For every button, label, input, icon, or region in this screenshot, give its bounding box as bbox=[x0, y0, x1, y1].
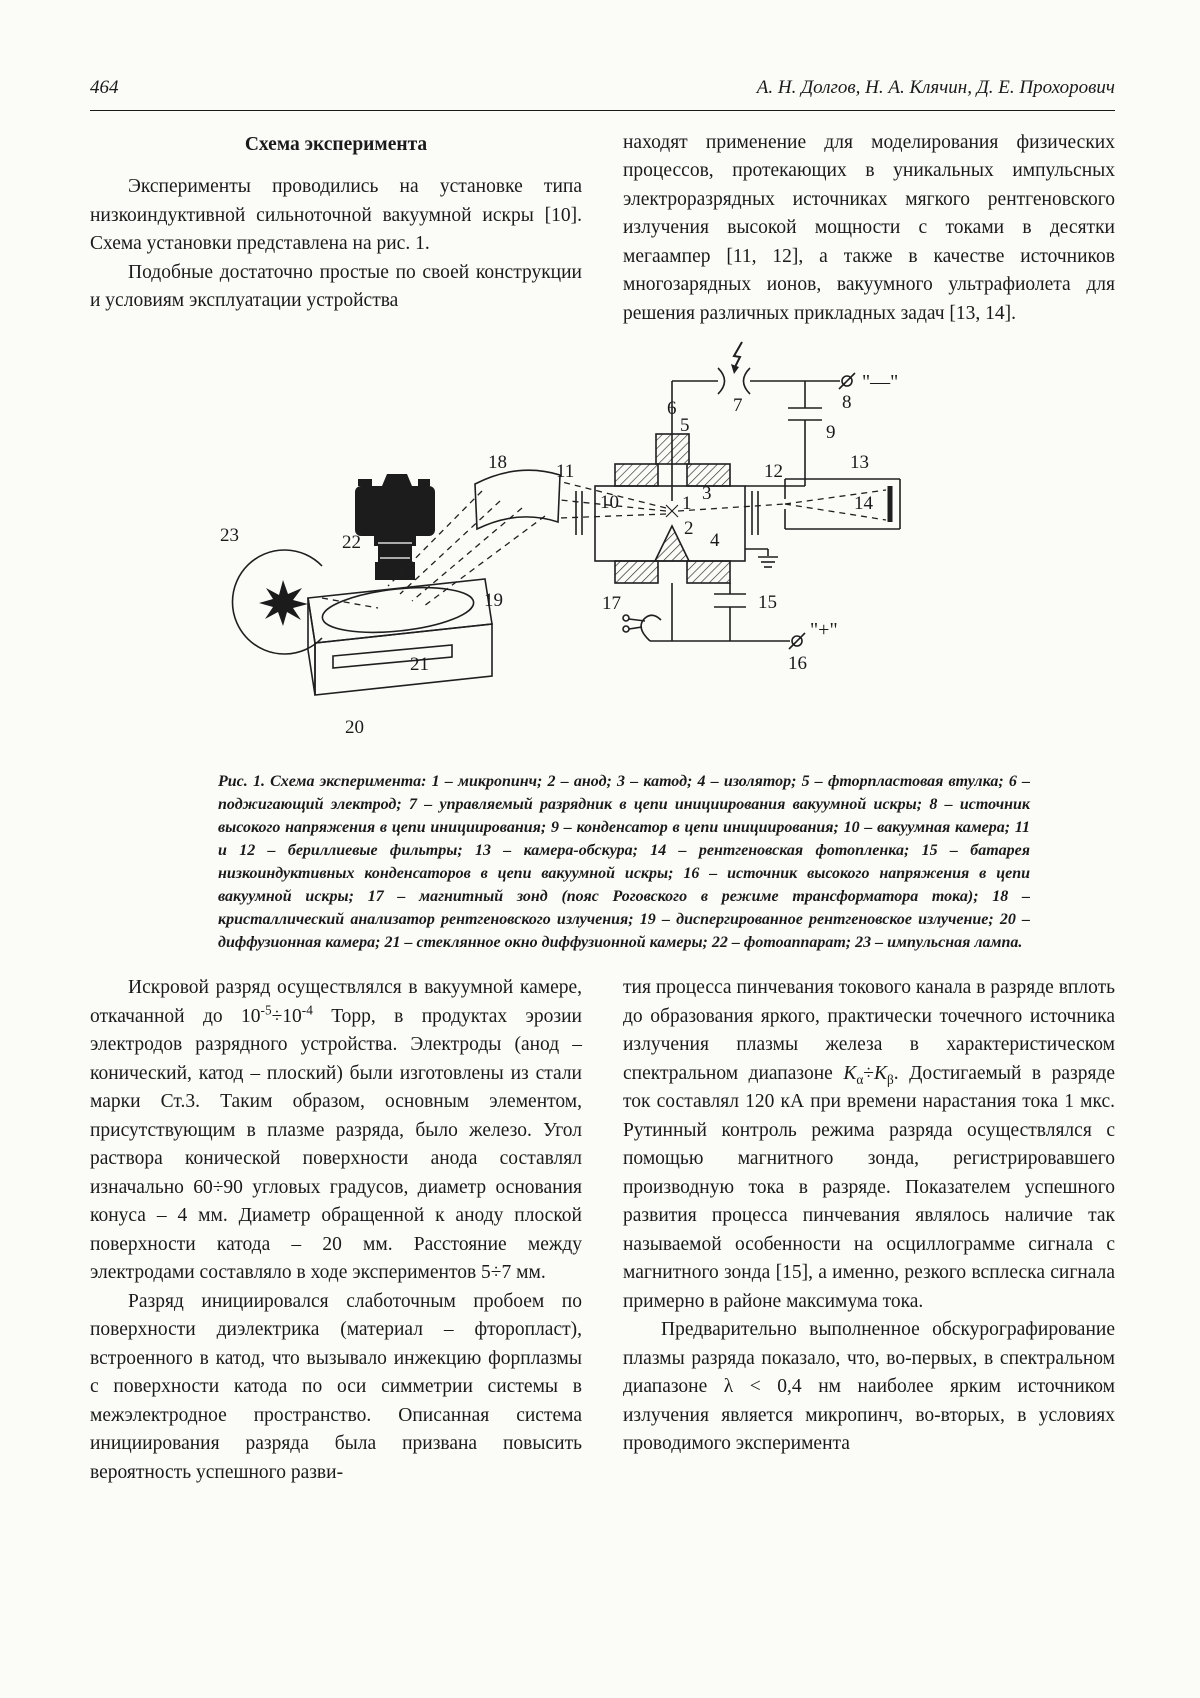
figure-1-schematic bbox=[90, 336, 1115, 758]
top-flange-left bbox=[615, 464, 658, 486]
paragraph: Предварительно выполненное обскурографирование плазмы разряда показало, что, во-первых, в спектральном диапазоне λ < 0,4 нм наиболее ярким источником излучения является микропинч, во-вторых, в условиях проводимого эксперимента bbox=[623, 1319, 1115, 1454]
bottom-text-block bbox=[90, 974, 1115, 1487]
beryllium-filter-left bbox=[576, 491, 582, 535]
figure-label-9: 9 bbox=[826, 422, 836, 443]
left-column-top bbox=[90, 129, 582, 329]
paragraph: Подобные достаточно простые по своей конструкции и условиям эксплуатации устройства bbox=[90, 261, 582, 311]
bottom-flange-left bbox=[615, 561, 658, 583]
experiment-schematic-drawing bbox=[90, 336, 1115, 758]
figure-label-2: 2 bbox=[684, 518, 694, 539]
figure-label-5: 5 bbox=[680, 415, 690, 436]
circuit-lines bbox=[232, 342, 900, 695]
trigger-capacitor bbox=[745, 381, 822, 486]
figure-label-8: 8 bbox=[842, 392, 852, 413]
figure-label-19: 19 bbox=[484, 590, 503, 611]
figure-label-10: 10 bbox=[600, 492, 619, 513]
paragraph: тия процесса пинчевания токового канала в разряде вплоть до образования яркого, практически точечного источника излучения плазмы железа в характеристическом спектральном диапазоне $K_\alpha\div K_\beta$. Достигаемый в разряде ток составлял 120 кА при времени нарастания тока 1 мкс. Рутинный контроль режима разряда осуществлялся с помощью магнитного зонда, регистрировавшего производную тока в разряде. Показателем успешного развития процесса пинчевания являлось наличие так называемой особенности на осциллограмме сигнала с магнитного зонда [15], а именно, резкого всплеска сигнала примерно в районе максимума тока. bbox=[623, 977, 1115, 1312]
figure-label-13: 13 bbox=[850, 452, 869, 473]
left-column-bottom bbox=[90, 974, 582, 1487]
section-title: Схема эксперимента bbox=[244, 133, 428, 155]
bottom-flange-right bbox=[687, 561, 730, 583]
photo-camera bbox=[355, 474, 435, 580]
page-number: 464 bbox=[90, 77, 119, 98]
figure-label-23: 23 bbox=[220, 525, 239, 546]
figure-label-22: 22 bbox=[342, 532, 361, 553]
figure-label-20: 20 bbox=[345, 717, 364, 738]
figure-label-12: 12 bbox=[764, 461, 783, 482]
magnetic-probe bbox=[623, 615, 661, 641]
micropinch-spark bbox=[666, 505, 678, 517]
figure-label-4: 4 bbox=[710, 530, 720, 551]
capacitor-bank bbox=[714, 583, 746, 641]
diffusion-chamber bbox=[308, 579, 492, 695]
paragraph: Искровой разряд осуществлялся в вакуумной камере, откачанной до $10^{-5}\div 10^{-4}$ Торр, в продуктах эрозии электродов разрядного устройства. Электроды (анод – конический, катод – плоский) были изготовлены из стали марки Ст.3. Таким образом, основным элементом, присутствующим в плазме разряда, было железо. Угол раствора конической поверхности анода составлял изначально 60÷90 угловых градусов, диаметр основания конуса – 4 мм. Диаметр обращенной к аноду плоской поверхности катода – 20 мм. Расстояние между электродами составляло в ходе экспериментов 5÷7 мм. bbox=[90, 977, 582, 1283]
figure-label-18: 18 bbox=[488, 452, 507, 473]
figure-caption: Рис. 1. Схема эксперимента: 1 – микропинч; 2 – анод; 3 – катод; 4 – изолятор; 5 – фторпластовая втулка; 6 – поджигающий электрод; 7 – управляемый разрядник в цепи инициирования вакуумной искры; 8 – источник высокого напряжения в цепи инициирования; 9 – конденсатор в цепи инициирования; 10 – вакуумная камера; 11 и 12 – бериллиевые фильтры; 13 – камера-обскура; 14 – рентгеновская фотопленка; 15 – батарея низкоиндуктивных конденсаторов в цепи вакуумной искры; 16 – источник высокого напряжения в цепи вакуумной искры; 17 – магнитный зонд (пояс Роговского в режиме трансформатора тока); 18 – кристаллический анализатор рентгеновского излучения; 19 – диспергированное рентгеновское излучение; 20 – диффузионная камера; 21 – стеклянное окно диффузионной камеры; 22 – фотоаппарат; 23 – импульсная лампа. bbox=[218, 773, 1030, 951]
figure-label-7: 7 bbox=[733, 395, 743, 416]
terminal-plus-label: "+" bbox=[810, 619, 838, 641]
paragraph: Эксперименты проводились на установке типа низкоиндуктивной сильноточной вакуумной искры [10]. Схема установки представлена на рис. 1. bbox=[90, 176, 582, 254]
figure-label-21: 21 bbox=[410, 654, 429, 675]
figure-label-15: 15 bbox=[758, 592, 777, 613]
spark-gap-electrode bbox=[718, 368, 725, 394]
figure-label-11: 11 bbox=[556, 461, 575, 482]
crystal-analyzer bbox=[475, 470, 560, 529]
figure-label-1: 1 bbox=[682, 493, 692, 514]
running-authors: А. Н. Долгов, Н. А. Клячин, Д. Е. Прохорович bbox=[756, 77, 1115, 98]
figure-label-3: 3 bbox=[702, 483, 712, 504]
paragraph: находят применение для моделирования физических процессов, протекающих в уникальных импульсных электроразрядных источниках мягкого рентгеновского излучения высокой мощности с токами в десятки мегаампер [11, 12], а также в качестве источников многозарядных ионов, вакуумного ультрафиолета для решения различных прикладных задач [13, 14]. bbox=[623, 131, 1115, 324]
figure-label-14: 14 bbox=[854, 493, 873, 514]
spark-gap-electrode bbox=[744, 368, 751, 394]
ground-icon bbox=[745, 549, 778, 567]
glass-window bbox=[320, 581, 476, 639]
beryllium-filter-right bbox=[752, 491, 758, 535]
page-header bbox=[90, 74, 1115, 111]
figure-label-16: 16 bbox=[788, 653, 807, 674]
lightning-icon bbox=[734, 342, 742, 369]
right-column-bottom bbox=[623, 974, 1115, 1487]
paragraph: Разряд инициировался слаботочным пробоем по поверхности диэлектрика (материал – фторопласт), встроенного в катод, что вызывало инжекцию форплазмы с поверхности катода по оси симметрии системы в межэлектродное пространство. Описанная система инициирования разряда была призвана повысить вероятность успешного разви- bbox=[90, 1290, 582, 1483]
top-text-block bbox=[90, 129, 1115, 329]
figure-label-6: 6 bbox=[667, 398, 677, 419]
lightning-arrowhead bbox=[731, 364, 739, 374]
terminal-minus-label: "—" bbox=[862, 371, 899, 393]
figure-label-17: 17 bbox=[602, 593, 621, 614]
pulse-lamp-flash bbox=[259, 580, 308, 626]
right-column-top bbox=[623, 129, 1115, 329]
